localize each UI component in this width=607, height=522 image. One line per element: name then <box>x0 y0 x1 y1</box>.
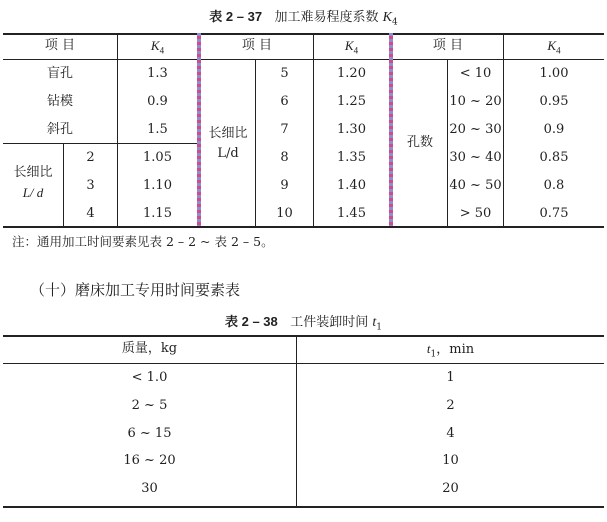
block3-count: > 50 <box>459 206 492 221</box>
block1-label: 斜孔 <box>46 122 73 137</box>
block1-ratio-value: 1.10 <box>143 178 172 193</box>
block2-ld: 6 <box>280 94 289 109</box>
table1-vline <box>447 59 448 226</box>
table2-time: 2 <box>446 398 455 413</box>
block1-ratio-label: 长细比 <box>13 165 53 180</box>
block3-count: 30 ~ 40 <box>449 150 502 165</box>
table2-time: 10 <box>442 453 459 468</box>
table2-time: 4 <box>446 426 455 441</box>
block1-ratio-ld: 3 <box>86 178 95 193</box>
table1-top-rule <box>3 33 604 35</box>
table1-caption-number: 表 2 – 37 <box>209 9 263 24</box>
table1-block1-divider <box>3 143 199 144</box>
block2-symbol: L/d <box>217 146 239 161</box>
block3-value: 0.9 <box>543 122 565 137</box>
table1-caption-text: 加工难易程度系数 <box>274 10 379 25</box>
block3-value: 0.85 <box>539 150 569 165</box>
block3-count: 10 ~ 20 <box>449 94 502 109</box>
table2-bottom-rule <box>3 506 604 508</box>
table1-caption-symbol: K <box>382 10 392 25</box>
block3-count: < 10 <box>459 66 492 81</box>
table1-caption-subscript: 4 <box>391 17 398 28</box>
table2-top-rule <box>3 335 604 337</box>
block2-ld: 9 <box>280 178 289 193</box>
block2-value: 1.30 <box>337 122 366 137</box>
block2-ld: 7 <box>280 122 289 137</box>
block1-value: 1.3 <box>147 66 168 81</box>
block2-value: 1.45 <box>337 206 366 221</box>
table2-mass: 30 <box>141 481 158 496</box>
table1-caption <box>0 6 607 28</box>
block3-value: 0.8 <box>543 178 565 193</box>
block2-label: 长细比 <box>208 126 248 141</box>
block2-value: 1.35 <box>337 150 366 165</box>
table1-block-separator-2 <box>389 33 393 226</box>
block3-value: 0.95 <box>539 94 569 109</box>
table2-time: 20 <box>442 481 459 496</box>
block1-label: 钻模 <box>46 94 73 109</box>
table2-header-rule <box>3 363 604 364</box>
table1-header-item: 项 目 <box>432 38 464 53</box>
table2-mass: 16 ~ 20 <box>123 453 176 468</box>
block1-ratio-ld: 4 <box>86 206 95 221</box>
block1-ratio-ld: 2 <box>86 150 95 165</box>
table2-caption-number: 表 2 – 38 <box>225 314 278 329</box>
table2-header-time: $t_1$，min <box>426 341 475 360</box>
block2-ld: 10 <box>276 206 293 221</box>
block2-value: 1.25 <box>337 94 366 109</box>
block3-label: 孔数 <box>406 135 433 150</box>
block1-ratio-value: 1.15 <box>143 206 172 221</box>
table1-bottom-rule <box>3 226 604 228</box>
table1-header-rule <box>3 59 604 60</box>
block1-label: 盲孔 <box>46 66 73 81</box>
block1-value: 0.9 <box>147 94 168 109</box>
block1-ratio-symbol: L/ d <box>22 185 44 200</box>
block1-ratio-value: 1.05 <box>143 150 172 165</box>
table1-vline <box>255 59 256 226</box>
block2-ld: 5 <box>280 66 289 81</box>
table1-header-k: $K_4$ <box>150 38 165 56</box>
table2-caption-text: 工件装卸时间 <box>290 315 369 330</box>
block1-value: 1.5 <box>147 122 168 137</box>
table2-caption <box>0 311 607 333</box>
table1-header-k: $K_4$ <box>547 38 561 56</box>
table2-header-mass: 质量，kg <box>121 341 178 356</box>
table1-header-item: 项 目 <box>241 38 273 53</box>
table2-mass: < 1.0 <box>131 370 168 385</box>
block3-value: 1.00 <box>539 66 569 81</box>
block3-count: 20 ~ 30 <box>449 122 502 137</box>
block3-count: 40 ~ 50 <box>449 178 502 193</box>
table2-time: 1 <box>446 370 455 385</box>
table2-caption-subscript: 1 <box>376 322 382 333</box>
table2-mass: 6 ~ 15 <box>127 426 172 441</box>
table1-header-k: $K_4$ <box>344 38 359 56</box>
table2-mass: 2 ~ 5 <box>131 398 168 413</box>
block2-value: 1.40 <box>337 178 366 193</box>
section-heading: （十）磨床加工专用时间要素表 <box>30 281 241 299</box>
block2-ld: 8 <box>280 150 289 165</box>
table2-caption-symbol: t <box>372 315 377 330</box>
table1-note: 注：通用加工时间要素见表 2 – 2 ~ 表 2 – 5。 <box>12 234 274 249</box>
block3-value: 0.75 <box>539 206 569 221</box>
block2-value: 1.20 <box>337 66 366 81</box>
table1-header-item: 项 目 <box>44 38 76 53</box>
